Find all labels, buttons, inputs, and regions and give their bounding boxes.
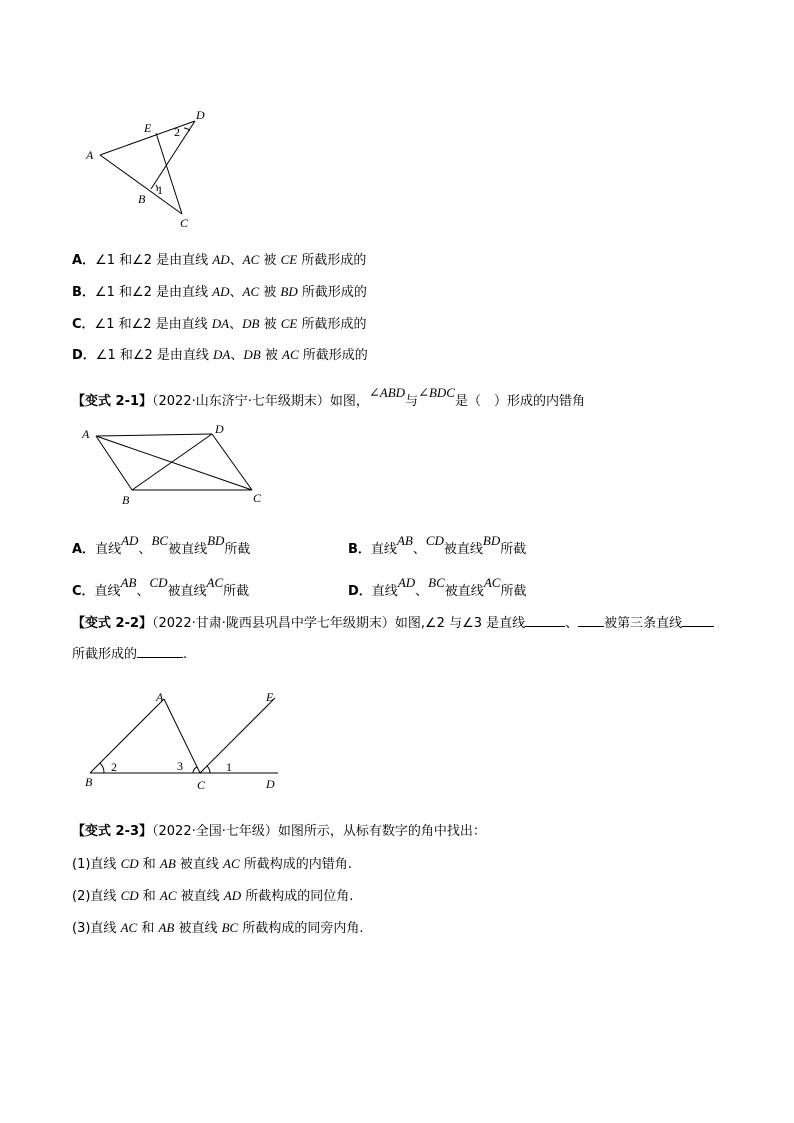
blank-2[interactable] [578, 612, 604, 627]
figure-2-label-c: C [253, 491, 262, 505]
variant-2-1-option-a[interactable]: A．直线AD、BC被直线BD所截 [72, 533, 251, 557]
variant-2-2-question-line-2: 所截形成的 . [72, 643, 187, 664]
figure-3-lines [90, 698, 278, 773]
variant-2-1-option-b[interactable]: B．直线AB、CD被直线BD所截 [348, 533, 527, 557]
figure-3-angle-3: 3 [177, 759, 183, 773]
variant-2-3-item-3: (3)直线 AC 和 AB 被直线 BC 所截构成的同旁内角. [72, 920, 364, 936]
figure-2-lines [96, 434, 252, 490]
variant-2-3-item-2: (2)直线 CD 和 AC 被直线 AD 所截构成的同位角. [72, 888, 354, 904]
q1-option-b[interactable]: B．∠1 和∠2 是由直线 AD、AC 被 BD 所截形成的 [72, 284, 367, 300]
figure-3-label-c: C [197, 778, 206, 792]
figure-1-label-b: B [138, 192, 146, 206]
figure-3-label-b: B [85, 775, 93, 789]
figure-1-label-d: D [196, 108, 205, 122]
figure-3-angles-diagram [80, 684, 290, 794]
figure-1-angle-1: 1 [157, 183, 163, 197]
q1-option-d[interactable]: D．∠1 和∠2 是由直线 DA、DB 被 AC 所截形成的 [72, 347, 368, 363]
q1-option-c[interactable]: C．∠1 和∠2 是由直线 DA、DB 被 CE 所截形成的 [72, 316, 367, 332]
figure-3-angle-2: 2 [111, 760, 117, 774]
figure-2-label-d: D [215, 422, 224, 436]
blank-1[interactable] [525, 612, 565, 627]
figure-3-label-e: E [266, 690, 274, 704]
variant-2-1-question: 【变式 2-1】（2022·山东济宁·七年级期末）如图，∠ABD与∠BDC是（ ）形成的内错角 [72, 385, 585, 409]
figure-1-triangle-diagram [80, 105, 220, 235]
figure-1-label-c: C [180, 216, 189, 230]
blank-4[interactable] [137, 643, 183, 658]
figure-1-label-e: E [144, 121, 152, 135]
variant-2-3-item-1: (1)直线 CD 和 AB 被直线 AC 所截构成的内错角. [72, 856, 352, 872]
variant-2-1-option-d[interactable]: D．直线AD、BC被直线AC所截 [348, 575, 527, 599]
figure-2-quadrilateral-diagram [76, 418, 276, 508]
figure-2-label-b: B [122, 493, 130, 507]
figure-1-label-a: A [86, 148, 94, 162]
figure-1-angle-2: 2 [174, 125, 180, 139]
figure-3-label-a: A [156, 690, 164, 704]
figure-3-label-d: D [266, 777, 275, 791]
figure-2-label-a: A [82, 427, 90, 441]
blank-3[interactable] [682, 612, 714, 627]
q1-option-a[interactable]: A．∠1 和∠2 是由直线 AD、AC 被 CE 所截形成的 [72, 252, 367, 268]
figure-3-angle-1: 1 [226, 760, 232, 774]
variant-2-1-option-c[interactable]: C．直线AB、CD被直线AC所截 [72, 575, 250, 599]
variant-2-2-question-line-1: 【变式 2-2】（2022·甘肃·陇西县巩昌中学七年级期末）如图,∠2 与∠3 是直线 、 被第三条直线 [72, 612, 714, 633]
variant-2-3-question: 【变式 2-3】（2022·全国·七年级）如图所示，从标有数字的角中找出： [72, 824, 486, 839]
